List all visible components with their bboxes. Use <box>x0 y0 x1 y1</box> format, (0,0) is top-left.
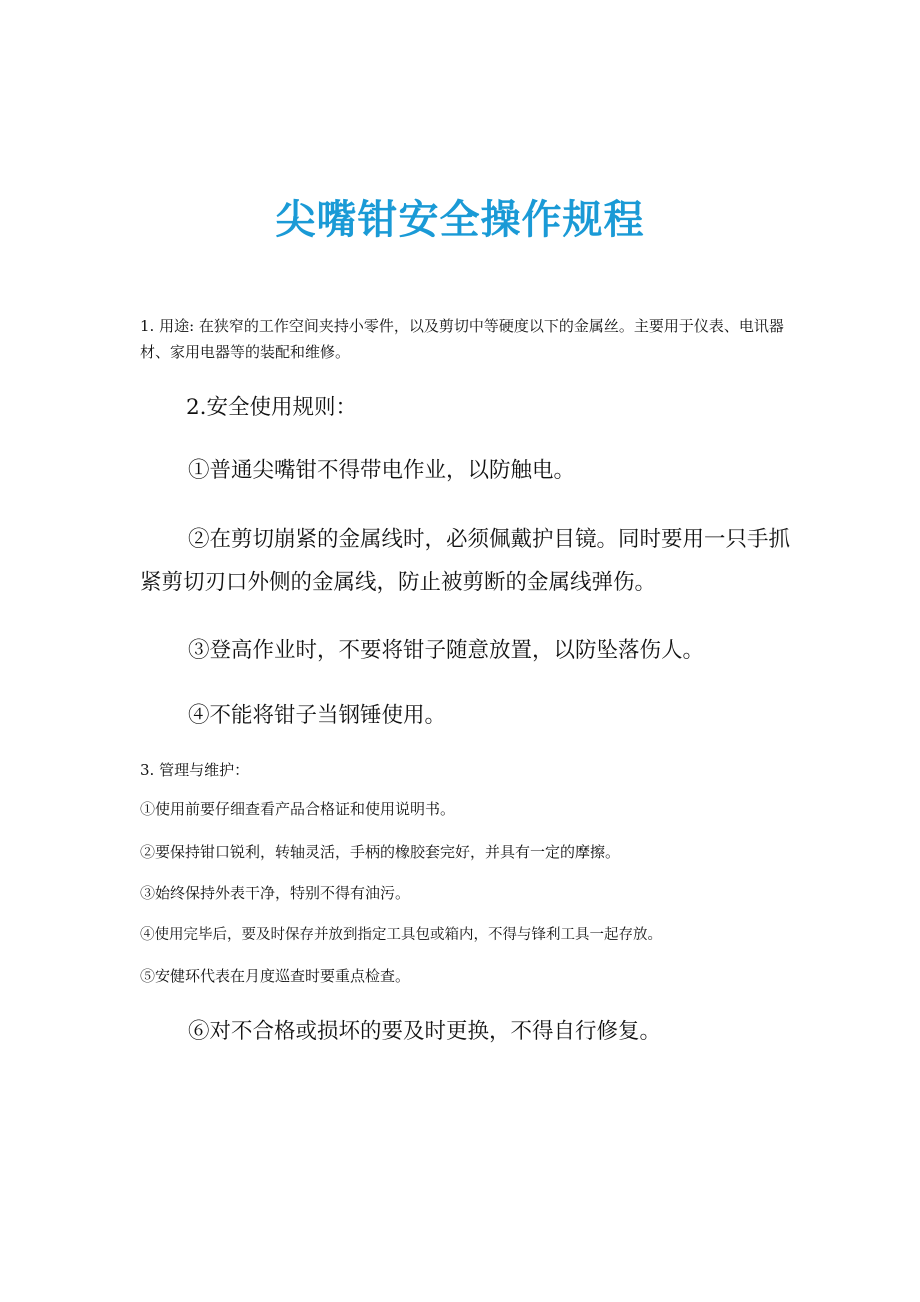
section-2-rule-3: ③登高作业时，不要将钳子随意放置，以防坠落伤人。 <box>188 638 705 663</box>
section-1-usage: 1. 用途: 在狭窄的工作空间夹持小零件，以及剪切中等硬度以下的金属丝。主要用于仪表、电讯器材、家用电器等的装配和维修。 <box>140 317 784 361</box>
section-2-heading: 2.安全使用规则： <box>186 395 358 420</box>
section-3-item-3: ③始终保持外表干净，特别不得有油污。 <box>140 884 411 902</box>
document-title: 尖嘴钳安全操作规程 <box>275 197 645 243</box>
section-3-item-5: ⑤安健环代表在月度巡查时要重点检查。 <box>140 967 411 985</box>
section-3-heading: 3. 管理与维护： <box>140 761 250 779</box>
section-3-item-6: ⑥对不合格或损坏的要及时更换，不得自行修复。 <box>188 1019 662 1044</box>
section-3-item-2: ②要保持钳口锐利，转轴灵活，手柄的橡胶套完好，并具有一定的摩擦。 <box>140 843 621 861</box>
section-2-rule-1: ①普通尖嘴钳不得带电作业，以防触电。 <box>188 458 576 483</box>
section-3-item-1: ①使用前要仔细查看产品合格证和使用说明书。 <box>140 800 456 818</box>
section-2-rule-2: ②在剪切崩紧的金属线时，必须佩戴护目镜。同时要用一只手抓紧剪切刃口外侧的金属线，防止被剪断的金属线弹伤。 <box>140 527 791 595</box>
section-3-item-4: ④使用完毕后，要及时保存并放到指定工具包或箱内，不得与锋利工具一起存放。 <box>140 927 662 943</box>
section-2-rule-4: ④不能将钳子当钢锤使用。 <box>188 703 447 728</box>
